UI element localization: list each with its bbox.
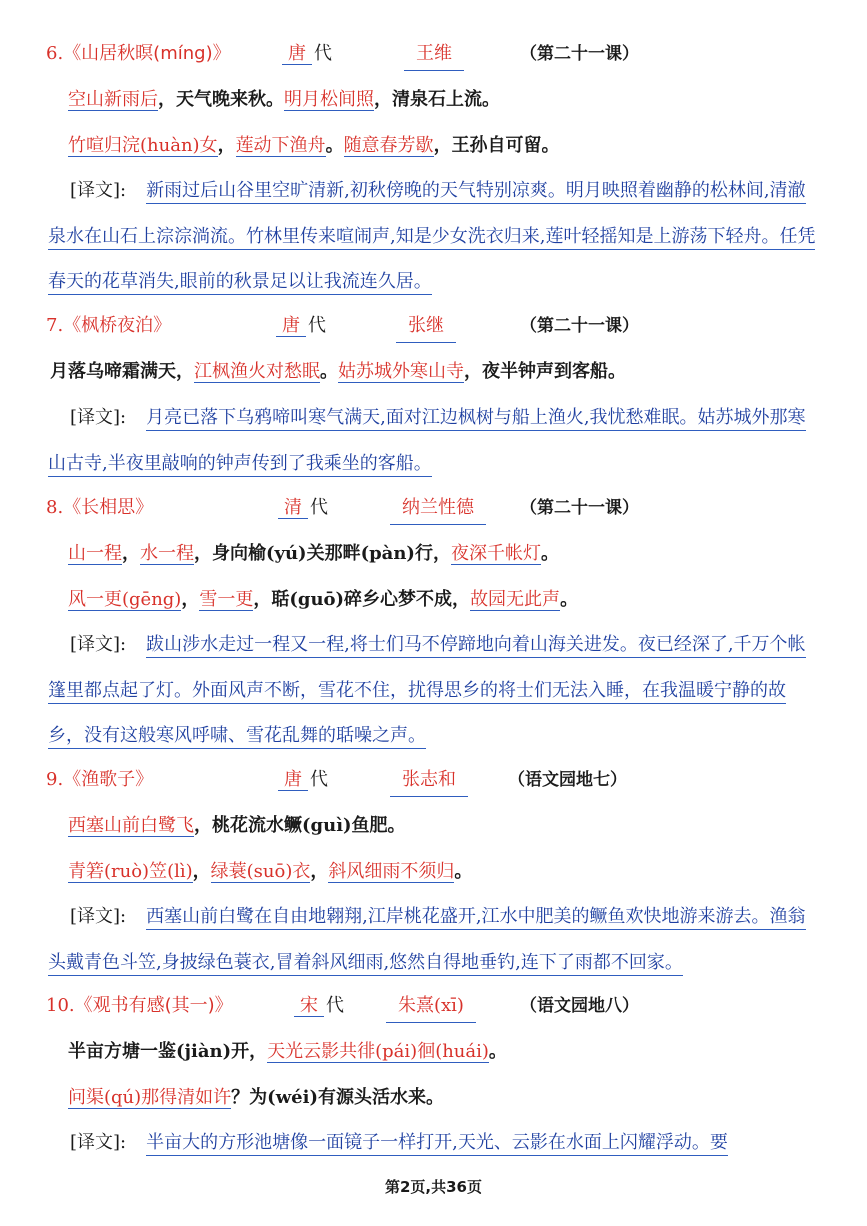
translation-text: 月亮已落下乌鸦啼叫寒气满天,面对江边枫树与船上渔火,我忧愁难眠。姑苏城外那寒山古寺,半夜里敲响的钟声传到了我乘坐的客船。 <box>48 407 806 477</box>
translation-text: 西塞山前白鹭在自由地翱翔,江岸桃花盛开,江水中肥美的鳜鱼欢快地游来游去。渔翁头戴青色斗笠,身披绿色蓑衣,冒着斜风细雨,悠然自得地垂钓,连下了雨都不回家。 <box>48 906 806 976</box>
dynasty-name: 清 <box>278 497 308 519</box>
key-phrase: 绿蓑(suō)衣 <box>210 861 311 882</box>
verse-text: 半亩方塘一鉴(jiàn)开， <box>68 1041 268 1062</box>
poem-title: 《观书有感(其一)》 <box>74 995 233 1016</box>
verse-text: ，桃花流水鳜(guì)鱼肥。 <box>194 815 406 836</box>
key-phrase: 雪一更 <box>199 589 254 610</box>
poem-title: 《山居秋暝(míng)》 <box>63 43 231 64</box>
key-phrase: 竹喧归浣(huàn)女 <box>68 135 218 156</box>
verse-text: 。 <box>320 361 338 382</box>
translation <box>48 894 820 985</box>
key-phrase: 江枫渔火对愁眠 <box>194 361 320 382</box>
key-phrase: 水一程 <box>140 543 194 564</box>
key-phrase: 故园无此声 <box>470 589 561 610</box>
translation-text: 跋山涉水走过一程又一程,将士们马不停蹄地向着山海关进发。夜已经深了,千万个帐篷里都点起了灯。外面风声不断，雪花不住，扰得思乡的将士们无法入睡，在我温暖宁静的故乡，没有这般寒风呼啸、雪花乱舞的聒噪之声。 <box>48 634 806 749</box>
translation-text: 半亩大的方形池塘像一面镜子一样打开,天光、云影在水面上闪耀浮动。要 <box>146 1132 728 1156</box>
translation <box>48 622 820 759</box>
poem-title: 《渔歌子》 <box>63 769 154 790</box>
verse-line <box>68 584 578 616</box>
poem-number: 9. <box>46 769 64 790</box>
verse-text: ， <box>217 135 236 156</box>
verse-text: ，王孙自可留。 <box>433 135 560 156</box>
poem-number: 8. <box>46 497 64 518</box>
author: 朱熹(xī) <box>386 990 476 1023</box>
dynasty-suffix: 代 <box>308 315 326 336</box>
verse-text: 月落乌啼霜满天， <box>50 361 194 382</box>
verse-text: ， <box>310 861 329 882</box>
verse-text: 。 <box>488 1041 507 1062</box>
poem-title: 《长相思》 <box>63 497 154 518</box>
dynasty-name: 唐 <box>276 315 306 337</box>
verse-text: ，聒(guō)碎乡心梦不成， <box>253 589 471 610</box>
verse-line <box>68 856 472 888</box>
verse-text: ， <box>192 861 211 882</box>
poem-header <box>46 310 639 342</box>
verse-line <box>68 1036 507 1068</box>
verse-line <box>68 84 500 116</box>
translation-label: [译文]: <box>70 634 127 655</box>
author: 张志和 <box>390 764 468 797</box>
dynasty-suffix: 代 <box>310 769 328 790</box>
verse-text: 。 <box>325 135 344 156</box>
verse-line <box>68 538 559 570</box>
poem-title: 《枫桥夜泊》 <box>63 315 172 336</box>
translation-label: [译文]: <box>70 407 127 428</box>
dynasty <box>282 38 332 70</box>
verse-text: 。 <box>540 543 559 564</box>
poem-number: 6. <box>46 43 64 64</box>
verse-text: ，清泉石上流。 <box>374 89 500 110</box>
verse-text: ， <box>122 543 140 564</box>
verse-text: ， <box>181 589 200 610</box>
verse-line <box>50 356 626 388</box>
translation-label: [译文]: <box>70 1132 127 1153</box>
translation-text: 新雨过后山谷里空旷清新,初秋傍晚的天气特别凉爽。明月映照着幽静的松林间,清澈泉水在山石上淙淙淌流。竹林里传来喧闹声,知是少女洗衣归来,莲叶轻摇知是上游荡下轻舟。任凭春天的花草消失,眼前的秋景足以让我流连久居。 <box>48 180 815 295</box>
poem-number: 10. <box>46 995 75 1016</box>
verse-text: 。 <box>454 861 473 882</box>
page-footer: 第2页,共36页 <box>384 1178 482 1196</box>
key-phrase: 问渠(qú)那得清如许 <box>68 1087 232 1108</box>
verse-line <box>68 810 406 842</box>
translation <box>48 168 820 305</box>
dynasty <box>278 492 328 524</box>
key-phrase: 莲动下渔舟 <box>235 135 326 156</box>
lesson: （语文园地八） <box>520 996 639 1016</box>
translation-label: [译文]: <box>70 906 127 927</box>
author: 纳兰性德 <box>390 492 486 525</box>
verse-text: ，天气晚来秋。 <box>158 89 284 110</box>
verse-text: ，身向榆(yú)关那畔(pàn)行， <box>194 543 451 564</box>
poem-number: 7. <box>46 315 64 336</box>
translation <box>48 395 820 486</box>
dynasty-suffix: 代 <box>314 43 332 64</box>
key-phrase: 空山新雨后 <box>68 89 158 110</box>
lesson: （第二十一课） <box>520 316 639 336</box>
dynasty <box>276 310 326 342</box>
author: 张继 <box>396 310 456 343</box>
key-phrase: 西塞山前白鹭飞 <box>68 815 194 836</box>
dynasty-name: 唐 <box>278 769 308 791</box>
poem-header <box>46 38 639 70</box>
verse-text: ？为(wéi)有源头活水来。 <box>231 1087 444 1108</box>
poem-header <box>46 492 639 524</box>
translation <box>48 1120 820 1166</box>
poem-header <box>46 990 639 1022</box>
poem-header <box>46 764 627 796</box>
dynasty <box>294 990 344 1022</box>
verse-line <box>68 1082 444 1114</box>
key-phrase: 姑苏城外寒山寺 <box>338 361 464 382</box>
key-phrase: 斜风细雨不须归 <box>328 861 455 882</box>
translation-label: [译文]: <box>70 180 127 201</box>
dynasty-name: 唐 <box>282 43 312 65</box>
author: 王维 <box>404 38 464 71</box>
dynasty-suffix: 代 <box>310 497 328 518</box>
verse-text: 。 <box>560 589 579 610</box>
dynasty-name: 宋 <box>294 995 324 1017</box>
key-phrase: 山一程 <box>68 543 122 564</box>
verse-line <box>68 130 560 162</box>
key-phrase: 天光云影共徘(pái)徊(huái) <box>267 1041 489 1062</box>
lesson: （语文园地七） <box>508 770 627 790</box>
key-phrase: 青箬(ruò)笠(lì) <box>68 861 193 882</box>
key-phrase: 风一更(gēng) <box>68 589 182 610</box>
lesson: （第二十一课） <box>520 498 639 518</box>
key-phrase: 夜深千帐灯 <box>450 543 541 564</box>
key-phrase: 随意春芳歇 <box>343 135 434 156</box>
key-phrase: 明月松间照 <box>284 89 374 110</box>
dynasty <box>278 764 328 796</box>
dynasty-suffix: 代 <box>326 995 344 1016</box>
lesson: （第二十一课） <box>520 44 639 64</box>
verse-text: ，夜半钟声到客船。 <box>464 361 626 382</box>
